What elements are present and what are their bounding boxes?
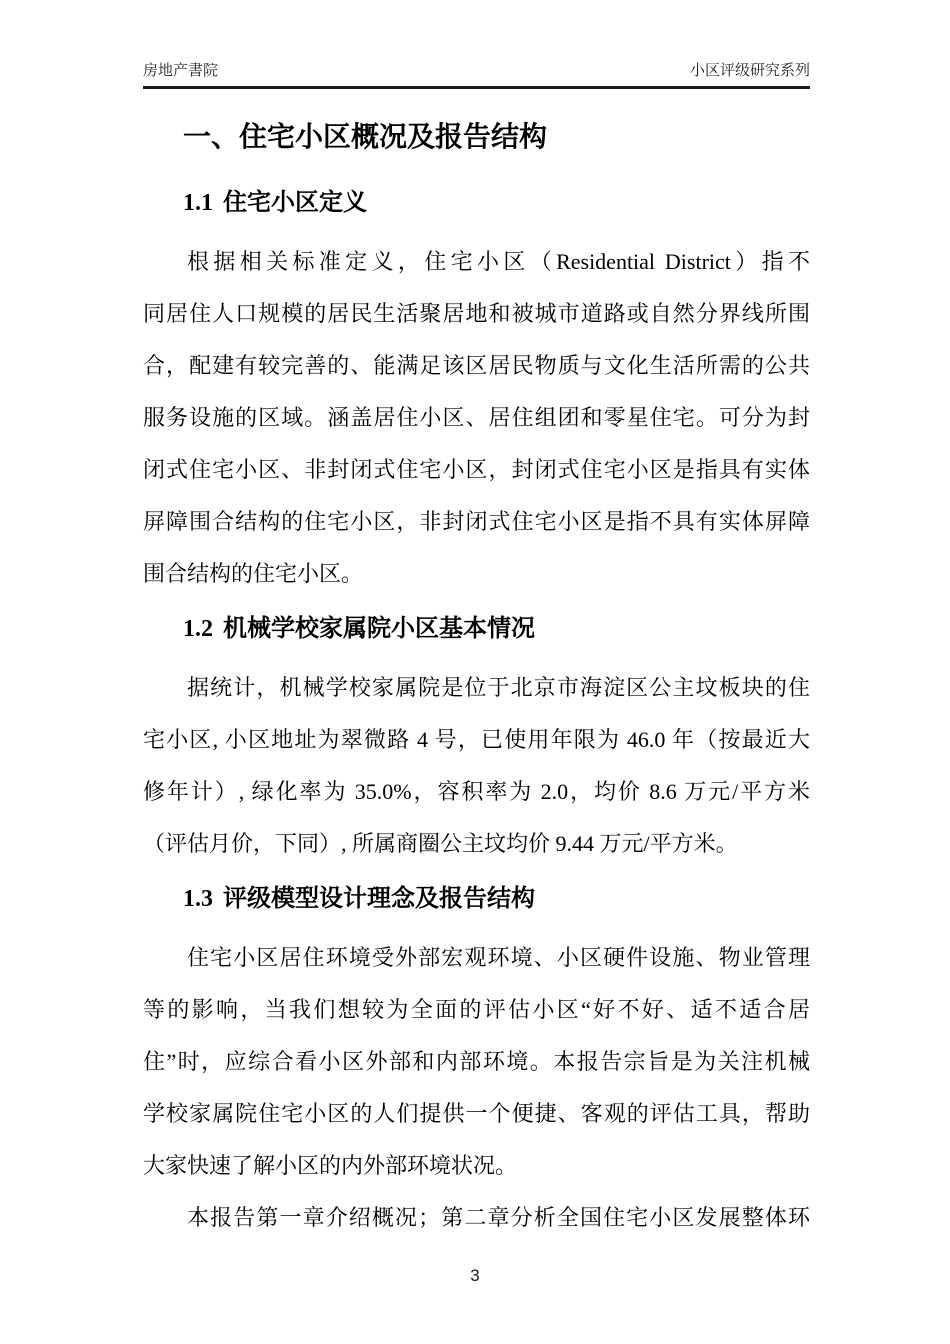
section-number: 1.2 (183, 616, 213, 642)
header-left-text: 房地产書院 (143, 62, 219, 79)
paragraph-line: 屏障围合结构的住宅小区，非封闭式住宅小区是指不具有实体屏障 (143, 509, 810, 534)
paragraph-1-1 (143, 236, 810, 600)
section-number: 1.1 (183, 190, 213, 216)
paragraph-line: 宅小区, 小区地址为翠微路 4 号，已使用年限为 46.0 年（按最近大 (143, 727, 810, 752)
header-right-text: 小区评级研究系列 (689, 62, 810, 79)
section-title: 机械学校家属院小区基本情况 (223, 615, 535, 642)
paragraph-line: （评估月价，下同）, 所属商圈公主坟均价 9.44 万元/平方米。 (143, 831, 738, 856)
paragraph-line: 合，配建有较完善的、能满足该区居民物质与文化生活所需的公共 (143, 353, 810, 378)
paragraph-line: 大家快速了解小区的内外部环境状况。 (143, 1153, 518, 1178)
page-number: 3 (470, 1266, 480, 1285)
paragraph-line: 围合结构的住宅小区。 (143, 561, 364, 586)
paragraph-line: 据统计，机械学校家属院是位于北京市海淀区公主坟板块的住 (187, 675, 810, 700)
paragraph-1-2 (143, 662, 810, 870)
paragraph-line: 根据相关标准定义，住宅小区（Residential District）指不 (187, 249, 810, 274)
paragraph-line: 学校家属院住宅小区的人们提供一个便捷、客观的评估工具，帮助 (143, 1101, 810, 1126)
page-content (143, 0, 810, 1244)
chapter-title: 一、住宅小区概况及报告结构 (183, 121, 548, 152)
section-title: 住宅小区定义 (223, 189, 367, 216)
paragraph-line: 住宅小区居住环境受外部宏观环境、小区硬件设施、物业管理 (187, 945, 810, 970)
paragraph-line: 闭式住宅小区、非封闭式住宅小区，封闭式住宅小区是指具有实体 (143, 457, 810, 482)
section-heading-1-1 (183, 188, 810, 218)
paragraph-line: 同居住人口规模的居民生活聚居地和被城市道路或自然分界线所围 (143, 301, 810, 326)
section-heading-1-2 (183, 614, 810, 644)
paragraph-line: 本报告第一章介绍概况；第二章分析全国住宅小区发展整体环 (187, 1205, 810, 1230)
paragraph-line: 服务设施的区域。涵盖居住小区、居住组团和零星住宅。可分为封 (143, 405, 810, 430)
paragraph-1-3a (143, 932, 810, 1244)
paragraph-line: 修年计）, 绿化率为 35.0%，容积率为 2.0，均价 8.6 万元/平方米 (143, 779, 810, 804)
section-heading-1-3 (183, 884, 810, 914)
paragraph-line: 等的影响，当我们想较为全面的评估小区“好不好、适不适合居 (143, 997, 810, 1022)
section-title: 评级模型设计理念及报告结构 (223, 885, 535, 912)
page-header (143, 0, 810, 89)
section-number: 1.3 (183, 886, 213, 912)
header-rule (143, 62, 810, 89)
page-footer (0, 1266, 950, 1286)
paragraph-line: 住”时，应综合看小区外部和内部环境。本报告宗旨是为关注机械 (143, 1049, 810, 1074)
